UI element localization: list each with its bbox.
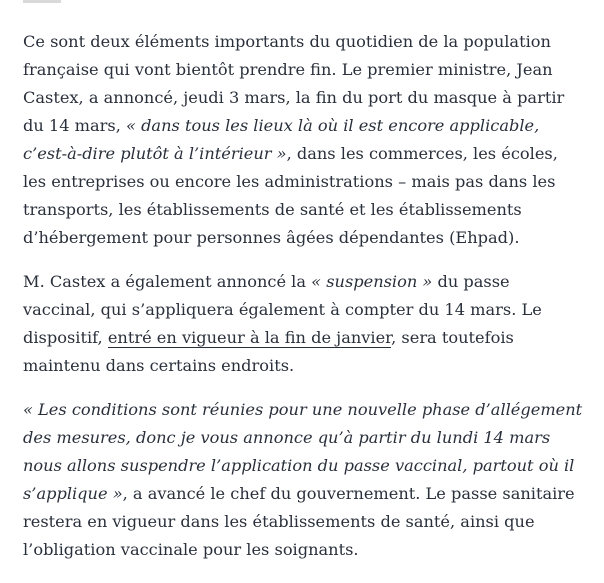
paragraph-1-quote: « dans tous les lieux là où il est encore applicable, c’est-à-dire plutôt à l’intérieur » <box>23 116 540 163</box>
paragraph-2-text-b: du passe vaccinal, qui s’appliquera également à compter du 14 mars. Le dispositif, <box>23 272 542 347</box>
paragraph-3-quote: « Les conditions sont réunies pour une nouvelle phase d’allégement des mesures, donc je vous annonce qu’à partir du lundi 14 mars nous allons suspendre l’application du passe vaccinal, partout où il s’applique » <box>23 400 583 503</box>
paragraph-1 <box>23 28 583 252</box>
paragraph-1-text-b: , dans les commerces, les écoles, les entreprises ou encore les administrations – mais pas dans les transports, les établissements de santé et les établissements d’hébergement pour personnes âgées dépendantes (Ehpad). <box>23 144 558 247</box>
paragraph-2-text-c: , sera toutefois maintenu dans certains endroits. <box>23 328 514 375</box>
paragraph-3 <box>23 396 583 564</box>
paragraph-2-quote: « suspension » <box>311 272 433 291</box>
article-body <box>23 28 583 580</box>
article-link-vigueur[interactable]: entré en vigueur à la fin de janvier <box>107 328 392 347</box>
paragraph-2-text-a: M. Castex a également annoncé la <box>23 272 312 291</box>
top-divider <box>23 0 61 3</box>
paragraph-2 <box>23 268 583 380</box>
paragraph-3-text: , a avancé le chef du gouvernement. Le passe sanitaire restera en vigueur dans les établissements de santé, ainsi que l’obligation vaccinale pour les soignants. <box>23 484 575 559</box>
paragraph-1-text-a: Ce sont deux éléments importants du quotidien de la population française qui vont bientôt prendre fin. Le premier ministre, Jean Castex, a annoncé, jeudi 3 mars, la fin du port du masque à partir du 14 mars, <box>23 32 565 135</box>
